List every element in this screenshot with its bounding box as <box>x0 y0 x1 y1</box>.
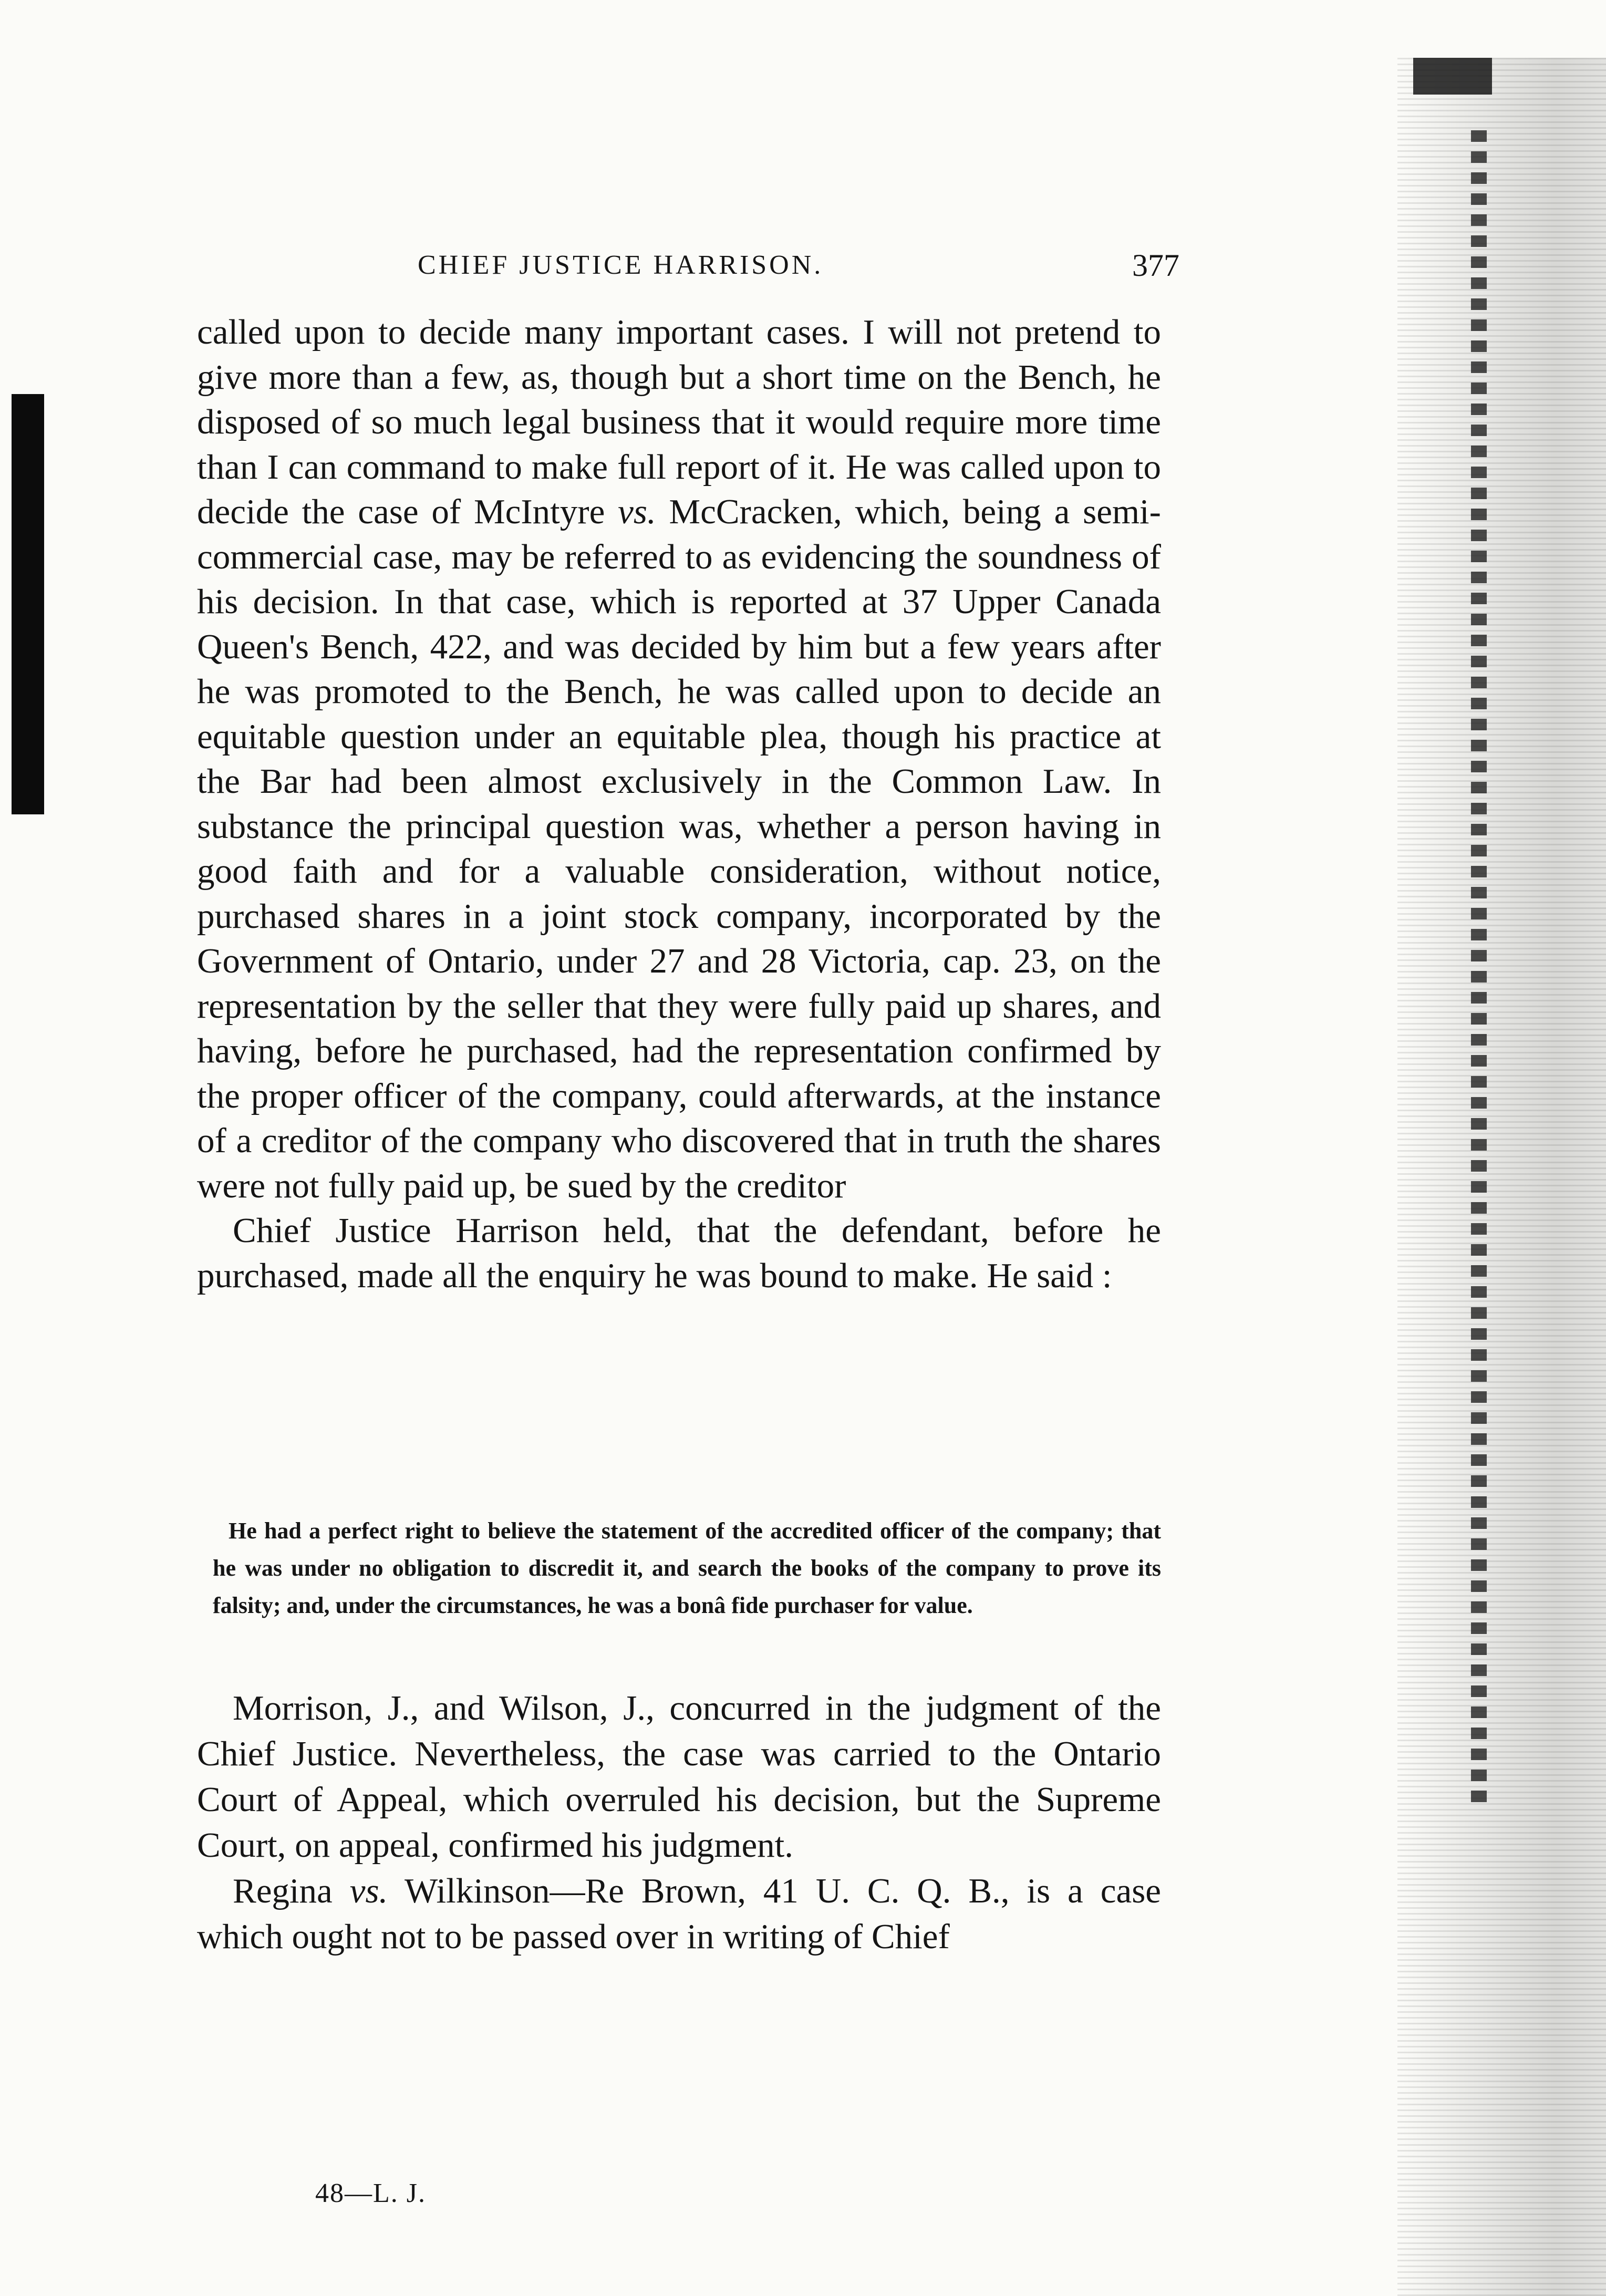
paragraph-4-text: Regina <box>233 1871 350 1910</box>
paragraph-1-text: called upon to decide many important cases. I will not pretend to give more than a few, as, though but a short time on the Bench, he disposed of so much legal business that it would require more time than I can command to make full report of it. He was called upon to decide the case of McIntyre <box>197 313 1161 531</box>
scan-edge-top <box>1413 58 1492 95</box>
scan-shadow-left <box>12 394 44 814</box>
body-text <box>197 310 1161 1298</box>
paragraph-3: Morrison, J., and Wilson, J., concurred in the judgment of the Chief Justice. Nevertheless, the case was carried to the Ontario Court of Appeal, which overruled his decision, but the Supreme Court, on appeal, confirmed his judgment. <box>197 1689 1161 1865</box>
scan-edge-right <box>1397 58 1606 2296</box>
paragraph-4-text-cont: Wilkinson—Re Brown, 41 U. C. Q. B., is a case which ought not to be passed over in writing of Chief <box>197 1871 1162 1956</box>
paragraph-1 <box>197 310 1161 1208</box>
running-header <box>418 244 1179 286</box>
paragraph-4 <box>197 1868 1161 1960</box>
paragraph-1-text-cont: McCracken, which, being a semi-commercial case, may be referred to as evidencing the soundness of his decision. In that case, which is reported at 37 Upper Canada Queen's Bench, 422, and was decided by him but a few years after he was promoted to the Bench, he was called upon to decide an equitable question under an equitable plea, though his practice at the Bar had been almost exclusively in the Common Law. In substance the principal question was, whether a person having in good faith and for a valuable consideration, without notice, purchased shares in a joint stock company, incorporated by the Government of Ontario, under 27 and 28 Victoria, cap. 23, on the representation by the seller that they were fully paid up shares, and having, before he purchased, had the representation confirmed by the proper officer of the company, could afterwards, at the instance of a creditor of the company who discovered that in truth the shares were not fully paid up, be sued by the creditor <box>197 492 1161 1205</box>
printer-signature-mark: 48—L. J. <box>315 2178 426 2208</box>
versus-italic: vs. <box>618 492 656 531</box>
block-quote: He had a perfect right to believe the statement of the accredited officer of the company; that he was under no obligation to discredit it, and search the books of the company to prove its falsity; and, under the circumstances, he was a bonâ fide purchaser for value. <box>213 1518 1161 1618</box>
running-title: CHIEF JUSTICE HARRISON. <box>418 250 824 280</box>
versus-italic: vs. <box>349 1871 388 1910</box>
page-number: 377 <box>1132 248 1179 283</box>
scan-edge-binding <box>1471 121 1487 1802</box>
paragraph-2: Chief Justice Harrison held, that the defendant, before he purchased, made all the enquiry he was bound to make. He said : <box>197 1211 1161 1295</box>
body-text-continued <box>197 1685 1161 1960</box>
